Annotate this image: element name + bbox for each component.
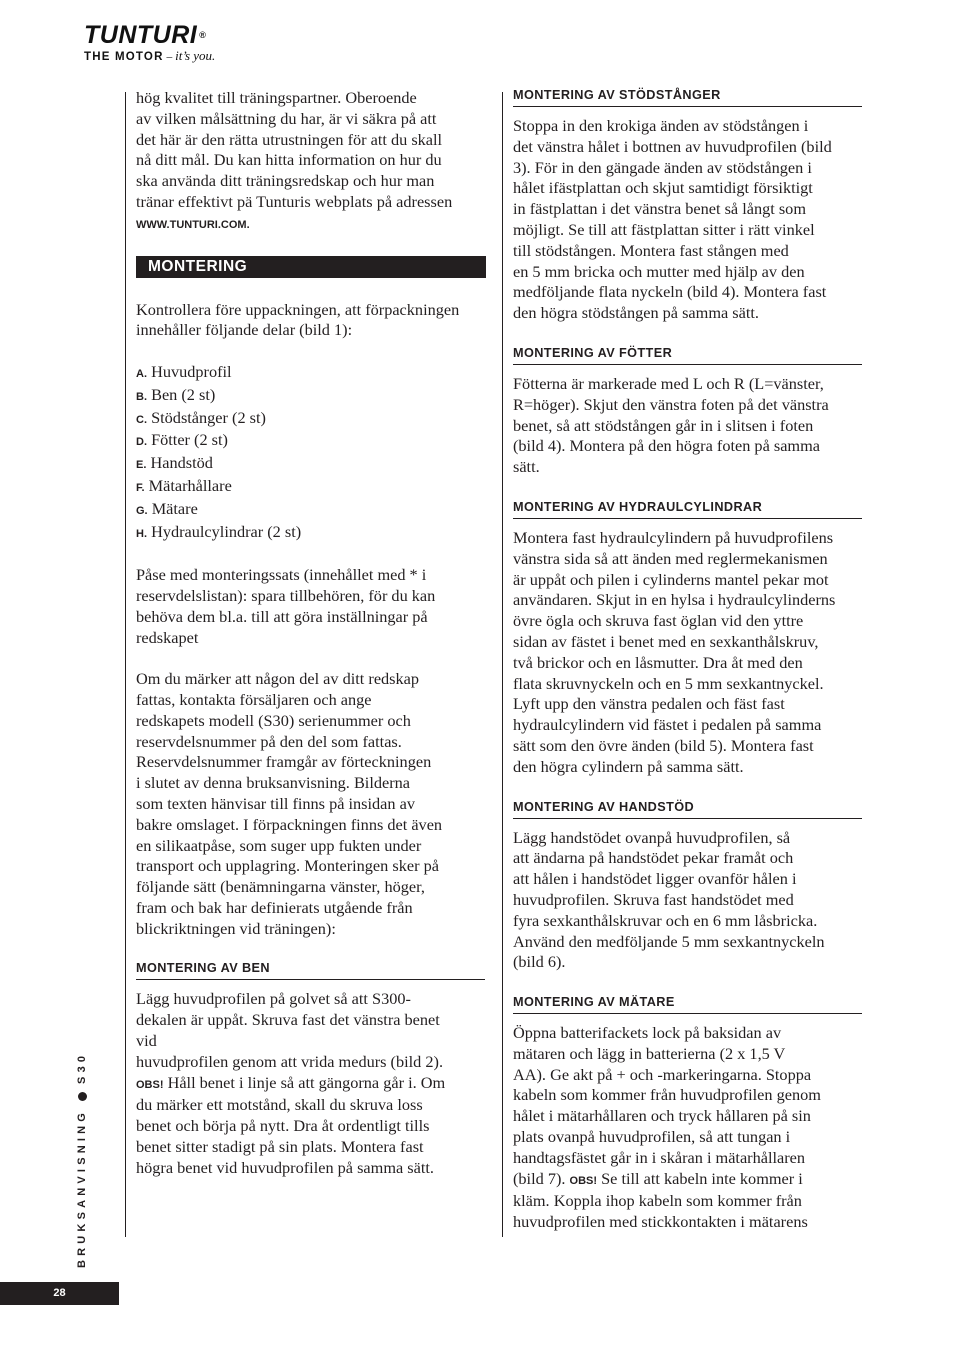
text-line: tränar effektivt pä Tunturis webplats på adressen	[136, 191, 453, 211]
brand-name: TUNTURI ®	[84, 21, 207, 49]
text-line: fram och bak har definierats utgående från	[136, 897, 413, 917]
text-line: sätt som den övre änden (bild 5). Montera fast	[513, 735, 814, 755]
bag-paragraph	[136, 565, 488, 648]
text-line: redskapets modell (S30) serienummer och	[136, 710, 411, 730]
text-line: du märker ett motstånd, skall du skruva loss	[136, 1095, 423, 1115]
text-line: en silikaatpåse, som suger upp fukten under	[136, 835, 422, 855]
fotter-paragraph	[513, 374, 865, 478]
text-line: huvudprofilen genom att vrida medurs (bild 2).	[136, 1051, 444, 1071]
text-line: i slutet av denna bruksanvisning. Bilderna	[136, 773, 411, 793]
text-line: hydraulcylindern vid fästet i pedalen på samma	[513, 715, 822, 735]
handstod-paragraph	[513, 828, 865, 974]
text-line: är uppåt och pilen i cylinderns mantel pekar mot	[513, 569, 829, 589]
model-label: S30	[76, 1051, 88, 1084]
text-line: av vilken målsättning du har, är vi säkra på att	[136, 108, 437, 128]
text-line: kabeln som kommer från huvudprofilen genom	[513, 1085, 821, 1105]
text-line: till stödstången. Montera fast stången med	[513, 240, 789, 260]
text-line: in fästplattan i det vänstra benet så långt som	[513, 199, 806, 219]
text-line: OBS! Håll benet i linje så att gängorna går i. Om	[136, 1072, 446, 1092]
ben-paragraph	[136, 989, 488, 1178]
heading-montering-av-handstod: MONTERING AV HANDSTÖD	[513, 800, 862, 819]
list-item: H. Hydraulcylindrar (2 st)	[136, 521, 302, 541]
bullet-dot-icon	[78, 1092, 87, 1101]
text-line: följande sätt (benämningarna vänster, höger,	[136, 877, 425, 897]
list-item: E. Handstöd	[136, 453, 213, 473]
text-line: behöva dem bl.a. till att göra inställningar på	[136, 606, 428, 626]
text-line: dekalen är uppåt. Skruva fast det vänstra benet	[136, 1010, 440, 1030]
heading-montering-av-ben: MONTERING AV BEN	[136, 961, 485, 980]
text-line: nå ditt mål. Du kan hitta information on hur du	[136, 150, 442, 170]
text-line: reservdelslistan): spara tillbehören, för du kan	[136, 585, 436, 605]
list-item: D. Fötter (2 st)	[136, 430, 228, 450]
side-label	[76, 1052, 88, 1268]
list-item: C. Stödstånger (2 st)	[136, 407, 266, 427]
text-line: den högra stödstången på samma sätt.	[513, 303, 759, 323]
column-divider-left	[125, 92, 126, 1237]
list-item: A. Huvudprofil	[136, 361, 232, 381]
right-column	[513, 88, 865, 1233]
left-column	[136, 88, 488, 1179]
text-line: Lyft upp den vänstra pedalen och fäst fast	[513, 694, 785, 714]
text-line: fattas, kontakta försäljaren och ange	[136, 689, 372, 709]
text-line: R=höger). Skjut den vänstra foten på det vänstra	[513, 394, 829, 414]
text-line: två brickor och en låsmutter. Dra åt med den	[513, 652, 803, 672]
text-line: Lägg handstödet ovanpå huvudprofilen, så	[513, 827, 791, 847]
intro-paragraph	[136, 88, 488, 236]
hydraulcylindrar-paragraph	[513, 528, 865, 778]
text-line: övre ögla och skruva fast öglan vid den yttre	[513, 611, 804, 631]
text-line: benet sitter stadigt på sin plats. Montera fast	[136, 1137, 424, 1157]
text-line: redskapet	[136, 627, 199, 647]
text-line: Öppna batterifackets lock på baksidan av	[513, 1023, 782, 1043]
text-line: medföljande flata nyckeln (bild 4). Montera fast	[513, 282, 827, 302]
text-line: benet, så att stödstången går in i slitsen i foten	[513, 415, 814, 435]
text-line: högra benet vid huvudprofilen på samma sätt.	[136, 1157, 434, 1177]
text-line: Påse med monteringssats (innehållet med * i	[136, 565, 427, 585]
text-line: blickriktningen vid träningen):	[136, 918, 336, 938]
text-line: Använd den medföljande 5 mm sexkantnyckeln	[513, 931, 825, 951]
obs-label: OBS!	[136, 1078, 164, 1091]
text-line: Stoppa in den krokiga änden av stödstången i	[513, 116, 809, 135]
check-paragraph	[136, 300, 488, 342]
list-item: F. Mätarhållare	[136, 475, 232, 495]
list-item: G. Mätare	[136, 498, 198, 518]
text-line: sätt.	[513, 457, 540, 477]
matare-paragraph	[513, 1023, 865, 1233]
text-line: hålet ifästplattan och skjut samtidigt försiktigt	[513, 178, 813, 198]
text-line: huvudprofilen med stickkontakten i mätarens	[513, 1212, 808, 1232]
text-line: möjligt. Se till att fästplattan sitter i rätt vinkel	[513, 219, 815, 239]
text-line: vänstra sida så att änden med reglermekanismen	[513, 548, 828, 568]
text-line: mätaren och lägg in batterierna (2 x 1,5 V	[513, 1043, 786, 1063]
text-line: AA). Ge akt på + och -markeringarna. Stoppa	[513, 1064, 812, 1084]
text-line: hög kvalitet till träningspartner. Oberoende	[136, 88, 417, 107]
text-line: Reservdelsnummer framgår av förteckningen	[136, 752, 432, 772]
text-line: sidan av fästet i benet med en sexkanthålskruv,	[513, 631, 819, 651]
text-line: hålet i mätarhållaren och tryck hållaren på sin	[513, 1106, 811, 1126]
text-line: handtagsfästet går in i skåran i mätarhållaren	[513, 1147, 806, 1167]
text-line: Om du märker att någon del av ditt redskap	[136, 669, 420, 689]
text-line: det vänstra hålet i bottnen av huvudprofilen (bild	[513, 136, 832, 156]
text-line: en 5 mm bricka och mutter med hjälp av den	[513, 261, 805, 281]
text-line: Fötterna är markerade med L och R (L=vänster,	[513, 373, 824, 393]
column-divider-middle	[502, 92, 503, 1237]
text-line: reservdelsnummer på den del som fattas.	[136, 731, 402, 751]
text-line: ska använda ditt träningsredskap och hur man	[136, 171, 435, 191]
list-item: B. Ben (2 st)	[136, 384, 216, 404]
stodstanger-paragraph	[513, 116, 865, 324]
text-line: benet och börja på nytt. Dra åt ordentligt tills	[136, 1116, 430, 1136]
text-line: innehåller följande delar (bild 1):	[136, 320, 353, 340]
text-line: flata skruvnyckeln och en 5 mm sexkantnyckel.	[513, 673, 824, 693]
parts-list	[136, 362, 488, 544]
manual-label: BRUKSANVISNING	[76, 1108, 88, 1268]
tagline: THE MOTOR – it’s you.	[84, 48, 216, 63]
text-line: Montera fast hydraulcylindern på huvudprofilens	[513, 527, 834, 547]
page-number: 28	[0, 1282, 119, 1305]
heading-montering-av-matare: MONTERING AV MÄTARE	[513, 995, 862, 1014]
text-line: Lägg huvudprofilen på golvet så att S300-	[136, 989, 411, 1009]
text-line: (bild 4). Montera på den högra foten på samma	[513, 436, 820, 456]
heading-montering-av-stodstanger: MONTERING AV STÖDSTÅNGER	[513, 88, 862, 107]
text-line: den högra cylindern på samma sätt.	[513, 756, 744, 776]
text-line: kläm. Koppla ihop kabeln som kommer från	[513, 1191, 802, 1211]
text-line: transport och upplagring. Monteringen sker på	[136, 856, 439, 876]
text-line: att ändarna på handstödet pekar framåt och	[513, 848, 794, 868]
website-url: WWW.TUNTURI.COM.	[136, 218, 250, 231]
section-banner-montering: MONTERING	[136, 256, 486, 278]
text-line: bakre omslaget. I förpackningen finns det även	[136, 814, 443, 834]
heading-montering-av-hydraulcylindrar: MONTERING AV HYDRAULCYLINDRAR	[513, 500, 862, 519]
text-line: som texten hänvisar till finns på insidan av	[136, 793, 415, 813]
text-line: användaren. Skjut in en hylsa i hydraulcylinderns	[513, 590, 836, 610]
text-line: vid	[136, 1031, 157, 1051]
text-line: 3). För in den gängade änden av stödstången i	[513, 157, 812, 177]
text-line: det här är den rätta utrustningen för att du skall	[136, 129, 443, 149]
text-line: Kontrollera före uppackningen, att förpackningen	[136, 299, 460, 319]
text-line: (bild 7). OBS! Se till att kabeln inte kommer i	[513, 1168, 803, 1188]
tunturi-logo	[84, 22, 215, 64]
missing-parts-paragraph	[136, 669, 488, 939]
heading-montering-av-fotter: MONTERING AV FÖTTER	[513, 346, 862, 365]
text-line: fyra sexkanthålskruvar och en 6 mm låsbricka.	[513, 910, 818, 930]
obs-label: OBS!	[569, 1174, 598, 1187]
text-line: (bild 6).	[513, 952, 566, 972]
text-line: huvudprofilen. Skruva fast handstödet med	[513, 889, 794, 909]
text-line: att hålen i handstödet ligger ovanför hålen i	[513, 869, 797, 889]
text-line: plats ovanpå huvudprofilen, så att tungan i	[513, 1127, 791, 1147]
